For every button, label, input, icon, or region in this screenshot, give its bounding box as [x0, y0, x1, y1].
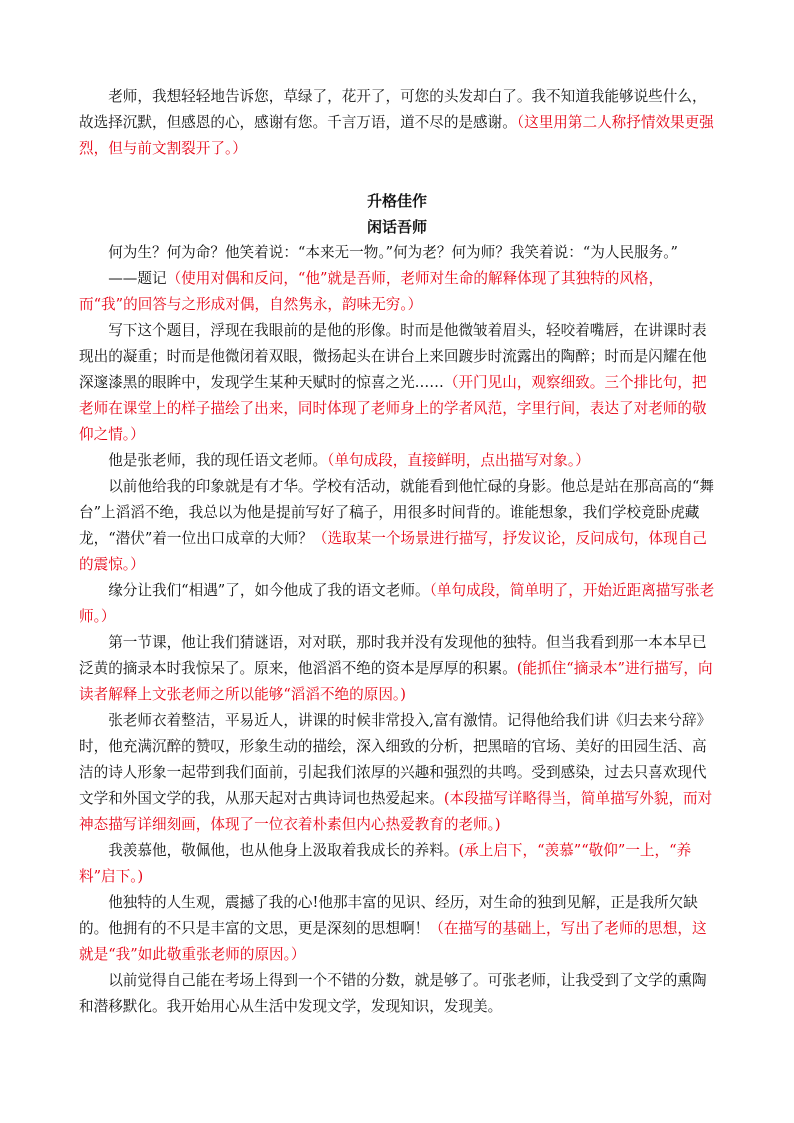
paragraph-text: 写下这个题目，浮现在我眼前的是他的形像。时而是他微皱着眉头，轻咬着嘴唇，在讲课时表现出的凝重；时而是他微闭着双眼，微扬起头在讲台上来回踱步时流露出的陶醉；时而是闪耀在他深邃漆黑的眼眸中，发现学生某种天赋时的惊喜之光…… [79, 322, 707, 391]
paragraph [79, 318, 715, 448]
document-body [79, 84, 715, 1020]
paragraph-text: 张老师衣着整洁，平易近人，讲课的时候非常投入,富有激情。记得他给我们讲《归去来兮辞》时，他充满沉醉的赞叹，形象生动的描绘，深入细致的分析，把黑暗的官场、美好的田园生活、高洁的诗人形象一起带到我们面前，引起我们浓厚的兴趣和强烈的共鸣。受到感染，过去只喜欢现代文学和外国文学的我，从那天起对古典诗词也热爱起来。 [79, 712, 712, 807]
paragraph [79, 240, 715, 266]
paragraph-text: 以前他给我的印象就是有才华。学校有活动，就能看到他忙碌的身影。他总是站在那高高的“舞台”上滔滔不绝，我总以为他是提前写好了稿子，用很多时间背的。谁能想象，我们学校竟卧虎藏龙，“潜伏”着一位出口成章的大师？ [79, 478, 714, 547]
annotation-note: （单句成段，直接鲜明，点出描写对象。） [327, 452, 590, 469]
paragraph-text: 缘分让我们“相遇”了，如今他成了我的语文老师。 [108, 582, 430, 599]
paragraph-text: 第一节课，他让我们猜谜语，对对联，那时我并没有发现他的独特。但当我看到那一本本早已泛黄的摘录本时我惊呆了。原来，他滔滔不绝的资本是厚厚的积累。 [79, 634, 707, 677]
annotation-note: （使用对偶和反问，“他”就是吾师，老师对生命的解释体现了其独特的风格，而“我”的回答与之形成对偶，自然隽永，韵味无穷。） [79, 270, 664, 313]
paragraph-text: ——题记 [108, 270, 167, 287]
paragraph [79, 708, 715, 838]
annotation-note: (承上启下，“羡慕”“敬仰”一上，“养料”启下。) [79, 842, 692, 885]
annotation-note: （在描写的基础上，写出了老师的思想，这就是“我”如此敬重张老师的原因。） [79, 920, 707, 963]
intro-paragraph [79, 84, 715, 162]
annotation-note: (能抓住“摘录本”进行描写，向读者解释上文张老师之所以能够“滔滔不绝的原因。) [79, 660, 713, 703]
paragraph-text: 以前觉得自己能在考场上得到一个不错的分数，就是够了。可张老师，让我受到了文学的熏陶和潜移默化。我开始用心从生活中发现文学，发现知识，发现美。 [79, 972, 707, 1015]
paragraph-text: 何为生？何为命？他笑着说：“本来无一物。”何为老？何为师？我笑着说：“为人民服务。” [108, 244, 678, 261]
paragraph [79, 838, 715, 890]
paragraph [79, 630, 715, 708]
paragraph [79, 968, 715, 1020]
paragraph [79, 578, 715, 630]
section-title: 升格佳作 [366, 192, 427, 210]
annotation-note: （选取某一个场景进行描写，抒发议论，反问成句，体现自己的震惊。） [79, 530, 707, 573]
paragraph-text: 他独特的人生观，震撼了我的心!他那丰富的见识、经历，对生命的独到见解，正是我所欠缺的。他拥有的不只是丰富的文思，更是深刻的思想啊！ [79, 894, 698, 937]
paragraph-text: 老师，我想轻轻地告诉您，草绿了，花开了，可您的头发却白了。我不知道我能够说些什么，故选择沉默，但感恩的心，感谢有您。千言万语，道不尽的是感谢。 [79, 88, 707, 131]
paragraph [79, 266, 715, 318]
paragraph-text: 我羡慕他，敬佩他，也从他身上汲取着我成长的养料。 [108, 842, 459, 859]
annotation-note: （这里用第二人称抒情效果更强烈，但与前文割裂开了。） [79, 114, 714, 157]
paragraph [79, 474, 715, 578]
essay-title: 闲话吾师 [366, 218, 427, 236]
paragraph [79, 448, 715, 474]
annotation-note: （开门见山，观察细致。三个排比句，把老师在课堂上的样子描绘了出来，同时体现了老师身上的学者风范，字里行间，表达了对老师的敬仰之情。） [79, 374, 707, 443]
annotation-note: （单句成段，简单明了，开始近距离描写张老师。） [79, 582, 715, 625]
paragraph [79, 890, 715, 968]
annotation-note: (本段描写详略得当，简单描写外貌，而对神态描写详细刻画，体现了一位衣着朴素但内心热爱教育的老师。) [79, 790, 713, 833]
paragraph-text: 他是张老师，我的现任语文老师。 [108, 452, 328, 469]
